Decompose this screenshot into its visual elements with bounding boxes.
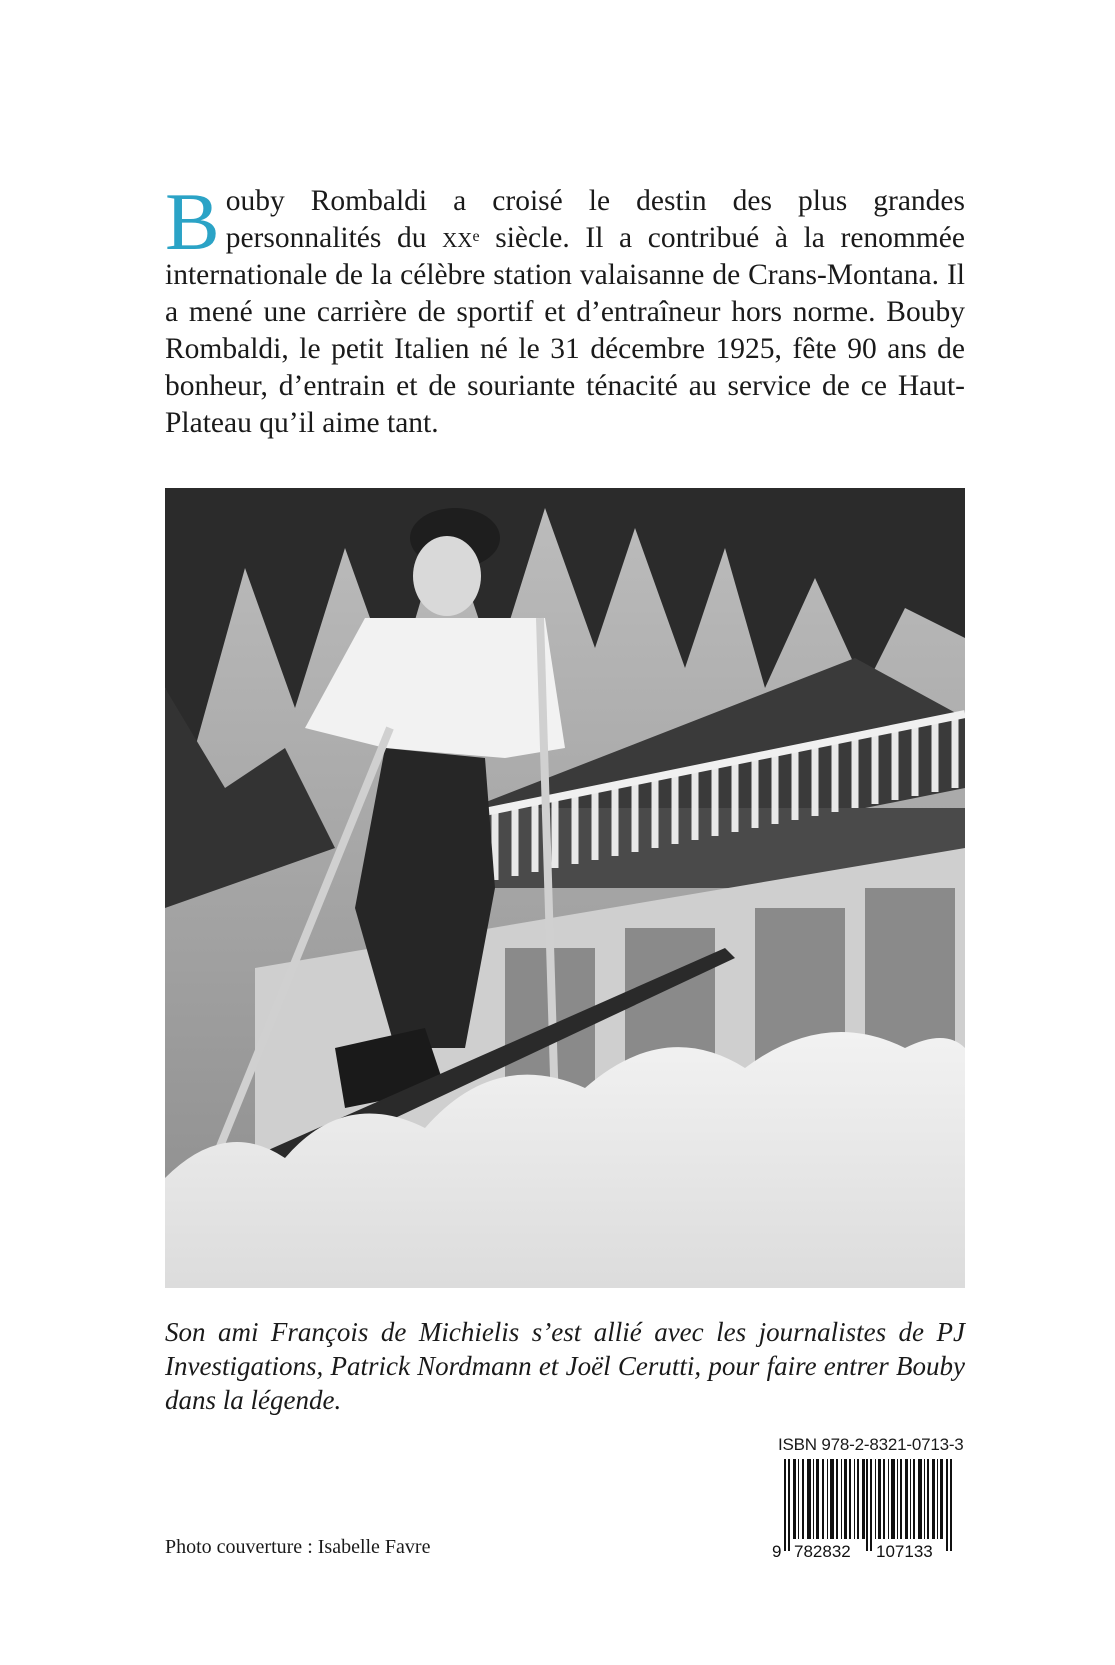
skier-photo <box>165 488 965 1288</box>
isbn-first-digit: 9 <box>772 1542 782 1561</box>
photo-caption: Son ami François de Michielis s’est allié avec les journalistes de PJ Investigations, Patrick Nordmann et Joël Cerutti, pour faire entrer Bouby dans la légende. <box>165 1317 965 1415</box>
photo-illustration <box>165 488 965 1288</box>
drop-cap: B <box>165 176 220 267</box>
isbn-left-group: 782832 <box>794 1542 851 1561</box>
blurb-text-1: ouby Rombaldi a croisé le destin des plus grandes personnalités du <box>225 185 965 254</box>
blurb-century: xx <box>442 222 473 254</box>
photo-credit: Photo couverture : Isabelle Favre <box>165 1536 431 1558</box>
back-cover-blurb <box>165 176 965 442</box>
isbn-right-group: 107133 <box>876 1542 933 1561</box>
blurb-text-2: siècle. Il a contribué à la renommée internationale de la célèbre station valaisanne de Crans-Montana. Il a mené une carrière de sportif et d’entraîneur hors norme. Bouby Rombaldi, le petit Italien né le 31 décembre 1925, fête 90 ans de bonheur, d’entrain et de souriante ténacité au service de ce Haut-Plateau qu’il aime tant. <box>165 222 965 439</box>
blurb-century-sup: e <box>472 228 480 245</box>
isbn-barcode <box>772 1435 965 1563</box>
isbn-label: ISBN 978-2-8321-0713-3 <box>778 1435 964 1454</box>
